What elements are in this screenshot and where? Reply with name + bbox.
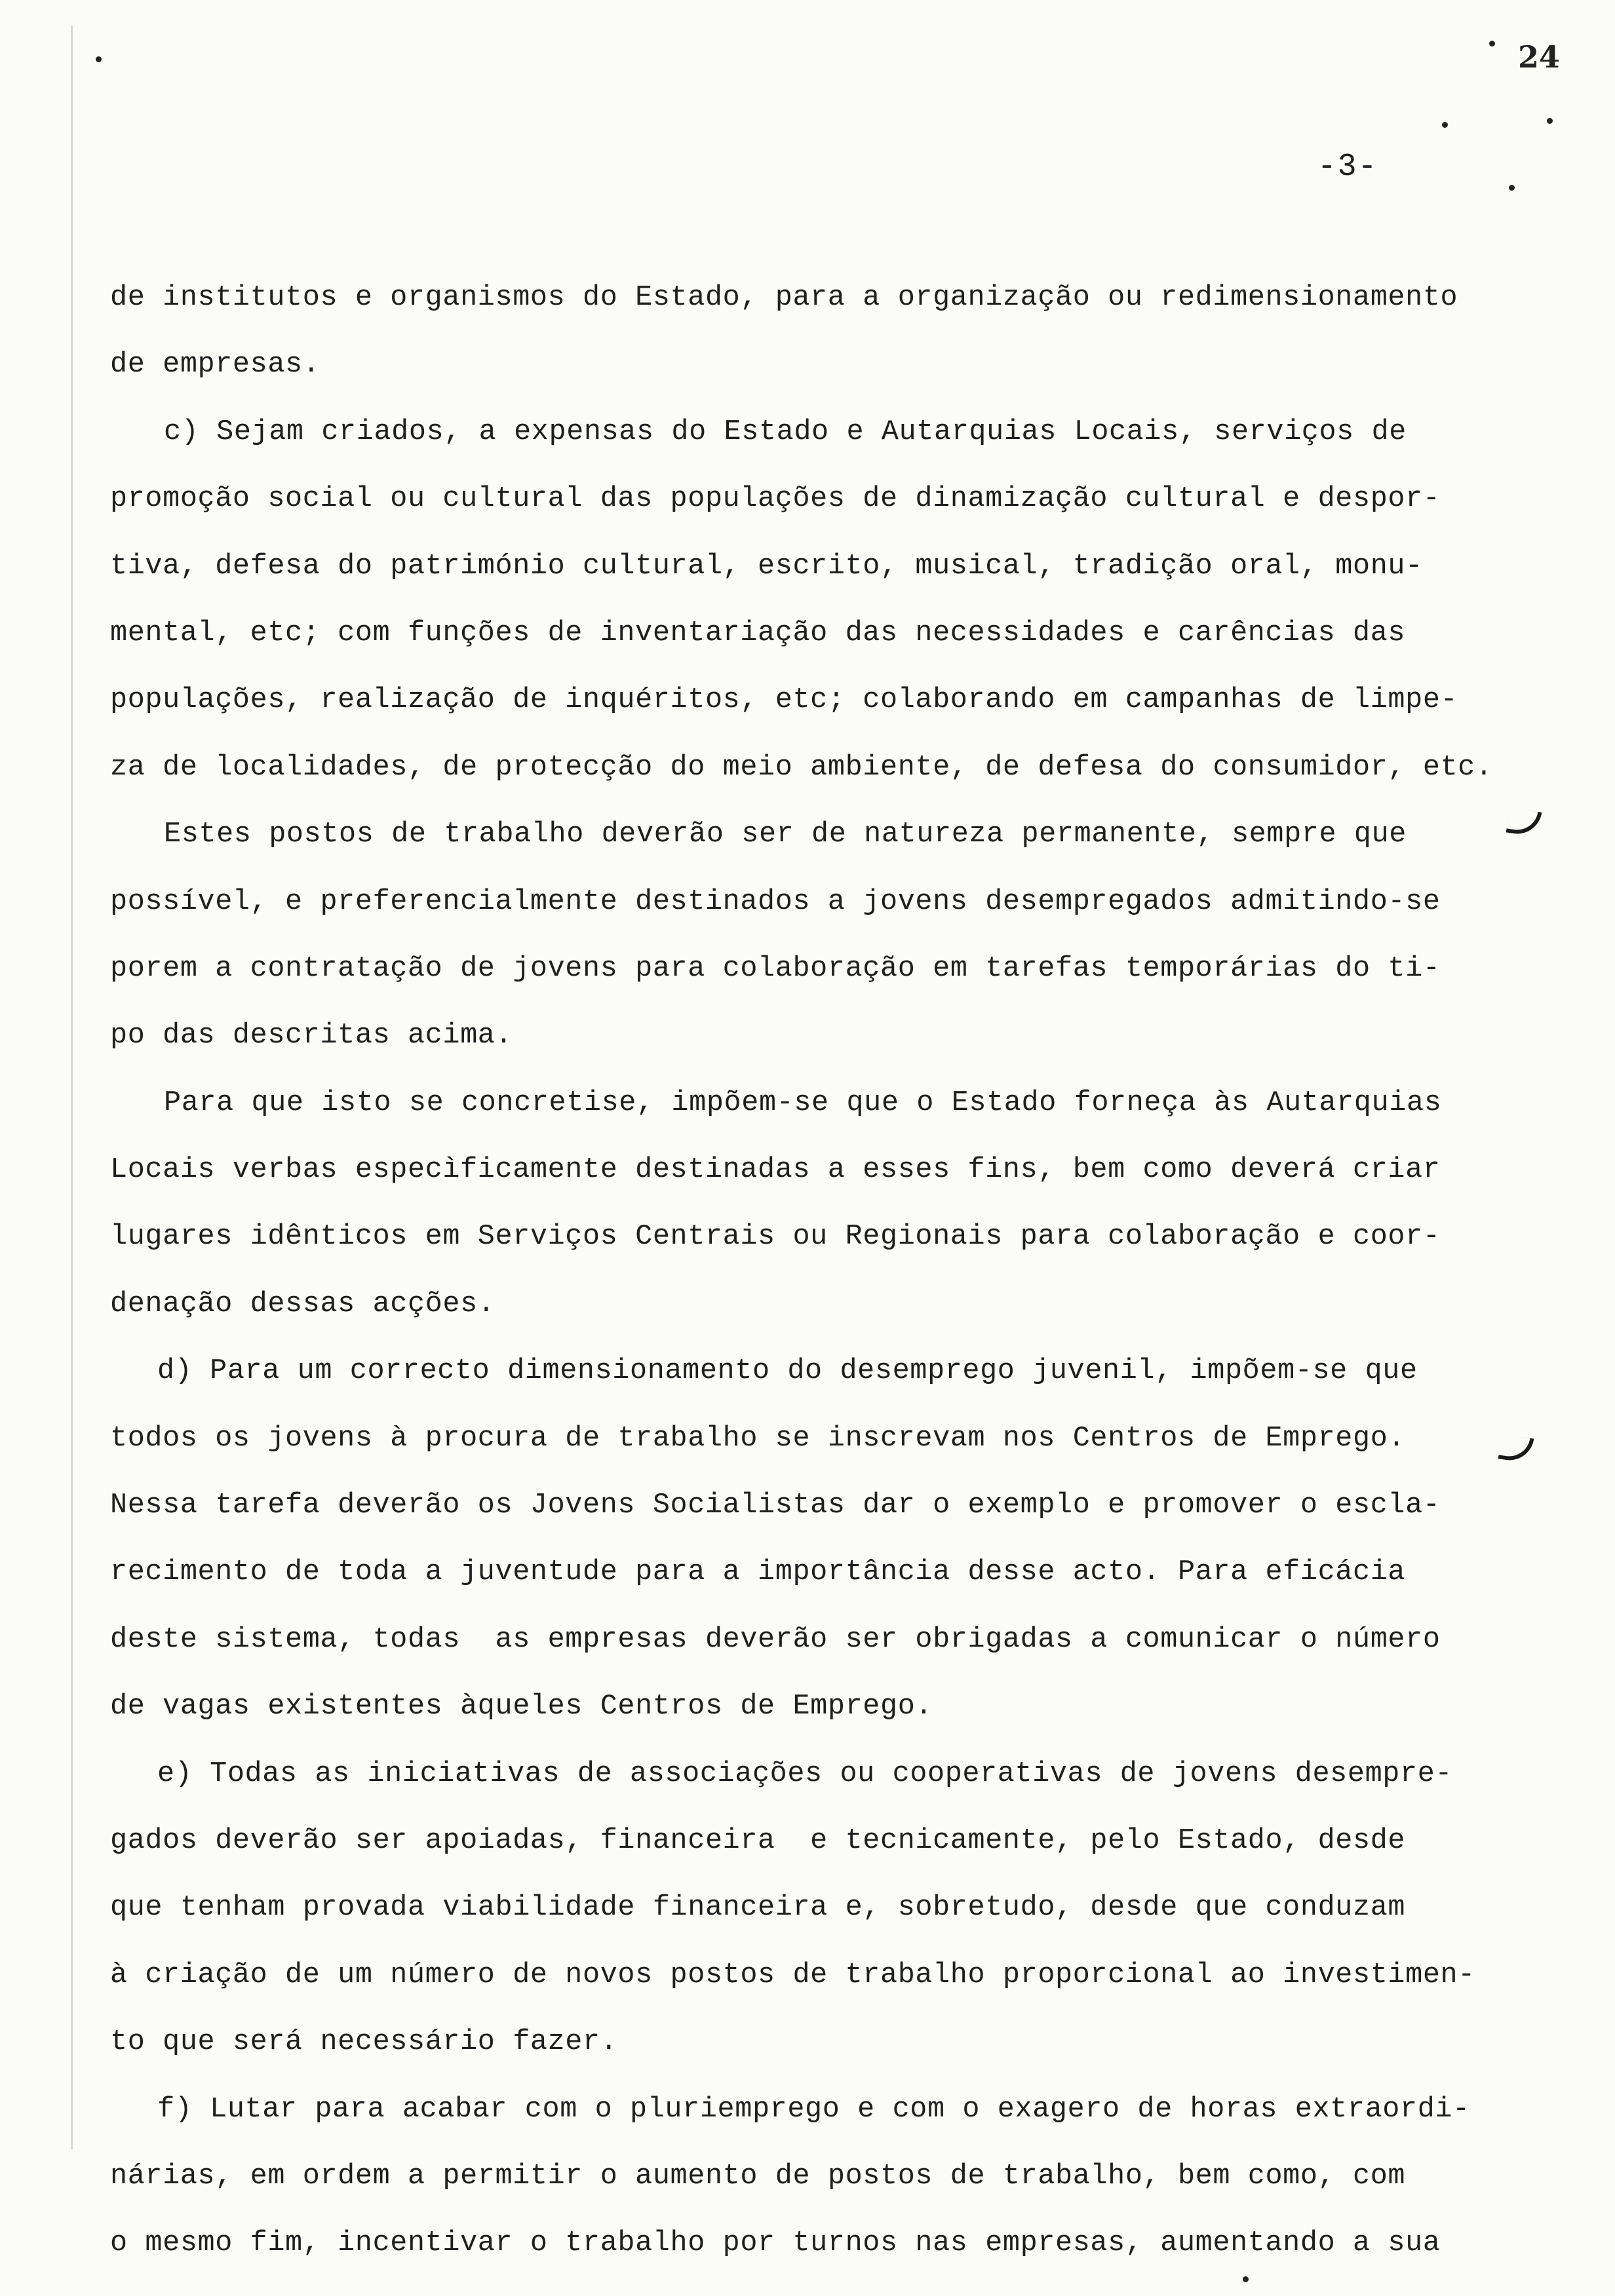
handwritten-page-number: 24 — [1518, 39, 1561, 75]
text-line: o mesmo fim, incentivar o trabalho por turnos nas empresas, aumentando a sua — [110, 2227, 1441, 2260]
text-line: c) Sejam criados, a expensas do Estado e Autarquias Locais, serviços de — [164, 415, 1407, 448]
text-line: deste sistema, todas as empresas deverão ser obrigadas a comunicar o número — [110, 1623, 1441, 1656]
text-line: gados deverão ser apoiadas, financeira e tecnicamente, pelo Estado, desde — [110, 1824, 1406, 1857]
document-body — [110, 265, 1532, 2278]
left-margin-rule — [71, 26, 73, 2149]
text-line: Estes postos de trabalho deverão ser de natureza permanente, sempre que — [164, 818, 1407, 851]
text-line: za de localidades, de protecção do meio ambiente, de defesa do consumidor, etc. — [110, 751, 1493, 784]
text-line: de empresas. — [110, 349, 321, 381]
text-line: possível, e preferencialmente destinados a jovens desempregados admitindo-se — [110, 885, 1441, 918]
text-line: recimento de toda a juventude para a importância desse acto. Para eficácia — [110, 1556, 1406, 1589]
text-line: todos os jovens à procura de trabalho se inscrevam nos Centros de Emprego. — [110, 1422, 1406, 1455]
speck-mark — [1442, 122, 1448, 128]
text-line: denação dessas acções. — [110, 1288, 496, 1320]
text-line: de vagas existentes àqueles Centros de Emprego. — [110, 1691, 933, 1723]
text-line: populações, realização de inquéritos, etc; colaborando em campanhas de limpe- — [110, 684, 1458, 717]
text-line: f) Lutar para acabar com o pluriemprego e com o exagero de horas extraordi- — [157, 2093, 1470, 2126]
text-line: tiva, defesa do património cultural, escrito, musical, tradição oral, monu- — [110, 550, 1423, 583]
speck-mark — [1509, 185, 1515, 191]
text-line: mental, etc; com funções de inventariação das necessidades e carências das — [110, 617, 1406, 649]
text-line: Para que isto se concretise, impõem-se que o Estado forneça às Autarquias — [164, 1086, 1442, 1119]
speck-mark — [96, 56, 102, 62]
text-line: to que será necessário fazer. — [110, 2026, 618, 2059]
text-line: po das descritas acima. — [110, 1020, 513, 1052]
text-line: promoção social ou cultural das populações de dinamização cultural e despor- — [110, 483, 1441, 516]
text-line: lugares idênticos em Serviços Centrais ou Regionais para colaboração e coor- — [110, 1221, 1441, 1253]
text-line: e) Todas as iniciativas de associações ou cooperativas de jovens desempre- — [157, 1757, 1453, 1790]
text-line: Locais verbas especìficamente destinadas a esses fins, bem como deverá criar — [110, 1154, 1441, 1187]
text-line: Nessa tarefa deverão os Jovens Socialistas dar o exemplo e promover o escla- — [110, 1489, 1441, 1522]
text-line: porem a contratação de jovens para colaboração em tarefas temporárias do ti- — [110, 952, 1441, 985]
speck-mark — [1547, 118, 1553, 124]
text-line: à criação de um número de novos postos de trabalho proporcional ao investimen- — [110, 1959, 1475, 1991]
speck-mark — [1489, 41, 1495, 47]
page-number: -3- — [1317, 149, 1378, 185]
text-line: que tenham provada viabilidade financeira e, sobretudo, desde que conduzam — [110, 1892, 1406, 1924]
text-line: nárias, em ordem a permitir o aumento de postos de trabalho, bem como, com — [110, 2160, 1406, 2192]
text-line: de institutos e organismos do Estado, para a organização ou redimensionamento — [110, 282, 1458, 314]
text-line: d) Para um correcto dimensionamento do desemprego juvenil, impõem-se que — [157, 1355, 1418, 1388]
